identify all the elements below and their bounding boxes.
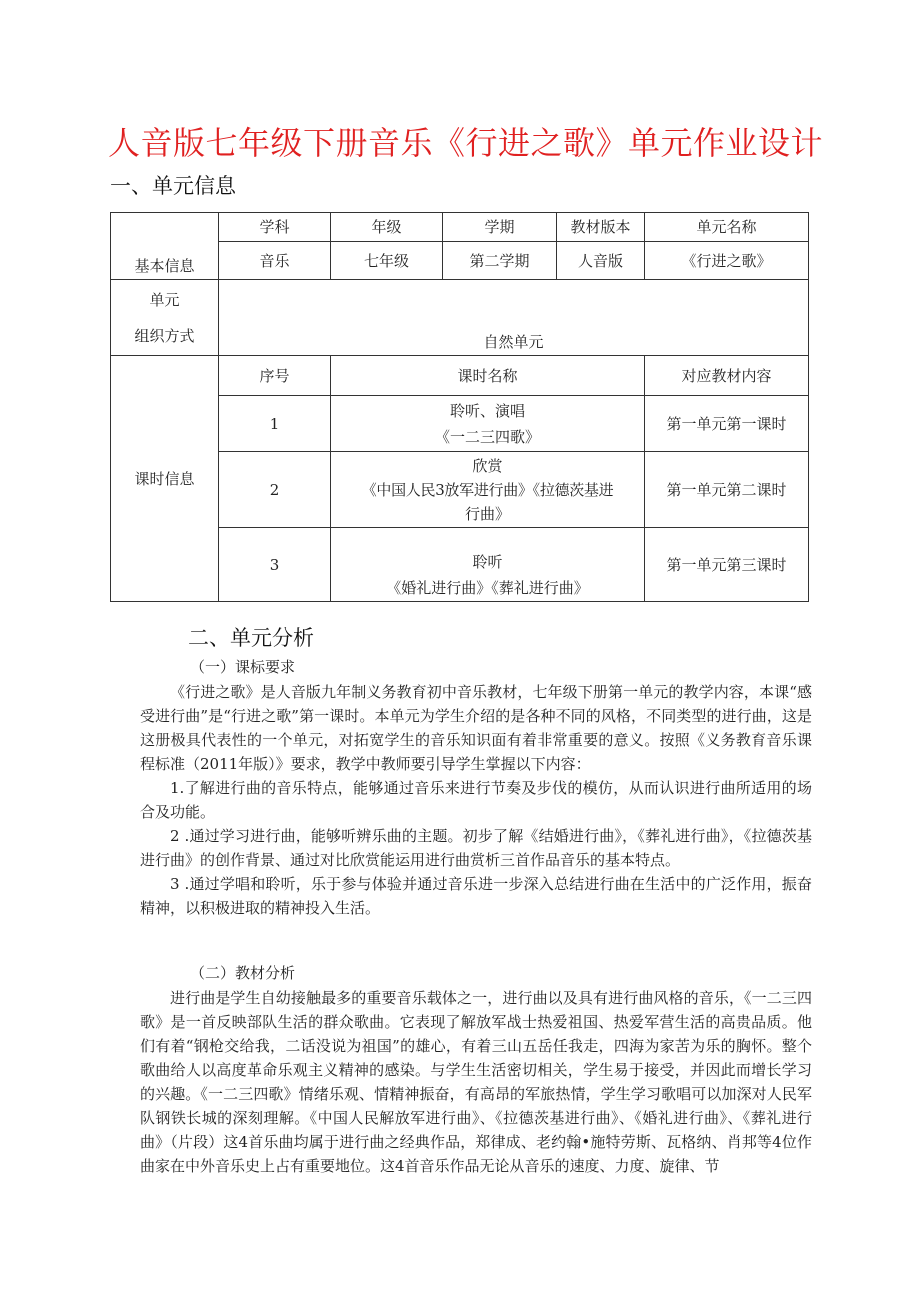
lesson-name [331,452,645,528]
page-title: 人音版七年级下册音乐《行进之歌》单元作业设计 [108,124,824,162]
value-subject: 音乐 [219,242,331,280]
lesson-content: 第一单元第一课时 [645,396,809,452]
value-unit-name: 《行进之歌》 [645,242,809,280]
material-body [140,986,812,1178]
header-unit-name: 单元名称 [645,213,809,242]
lesson-name-line2: 《一二三四歌》 [435,427,541,446]
basic-info-label: 基本信息 [111,213,219,280]
org-value: 自然单元 [219,280,809,356]
subheading-material: （二）教材分析 [190,964,296,982]
lesson-name-line1: 欣赏 [472,456,503,475]
unit-info-table [110,212,809,602]
paragraph: 《行进之歌》是人音版九年制义务教育初中音乐教材，七年级下册第一单元的教学内容，本课“感受进行曲”是“行进之歌”第一课时。本单元为学生介绍的是各种不同的风格，不同类型的进行曲，这是这册极具代表性的一个单元，对拓宽学生的音乐知识面有着非常重要的意义。按照《义务教育音乐课程标准（2011年版）》要求，教学中教师要引导学生掌握以下内容： [140,683,812,773]
lesson-name-line3: 行曲》 [465,504,511,523]
lesson-name-line1: 聆听、演唱 [450,401,526,420]
lesson-no: 1 [219,396,331,452]
header-edition: 教材版本 [557,213,645,242]
curriculum-body [140,680,812,920]
header-term: 学期 [443,213,557,242]
subheading-curriculum: （一）课标要求 [190,658,296,676]
lesson-info-label: 课时信息 [111,356,219,602]
lesson-content: 第一单元第三课时 [645,528,809,602]
lesson-name-line1: 聆听 [472,553,503,571]
lesson-name [331,528,645,602]
lesson-name-line2: 《中国人民3放军进行曲》《拉德茨基进 [361,480,614,499]
lesson-content: 第一单元第二课时 [645,452,809,528]
header-grade: 年级 [331,213,443,242]
lesson-name-line2: 《婚礼进行曲》《葬礼进行曲》 [386,579,589,597]
paragraph: 1.了解进行曲的音乐特点，能够通过音乐来进行节奏及步伐的模仿，从而认识进行曲所适用的场合及功能。 [140,779,812,821]
paragraph: 进行曲是学生自幼接触最多的重要音乐载体之一，进行曲以及具有进行曲风格的音乐，《一二三四歌》是一首反映部队生活的群众歌曲。它表现了解放军战士热爱祖国、热爱军营生活的高贵品质。他们有着“钢枪交给我，二话没说为祖国”的雄心，有着三山五岳任我走，四海为家苦为乐的胸怀。整个歌曲给人以高度革命乐观主义精神的感染。与学生生活密切相关，学生易于接受，并因此而增长学习的兴趣。《一二三四歌》情绪乐观、情精神振奋，有高昂的军旅热情，学生学习歌唱可以加深对人民军队钢铁长城的深刻理解。《中国人民解放军进行曲》、《拉德茨基进行曲》、《婚礼进行曲》、《葬礼进行曲》（片段）这4首乐曲均属于进行曲之经典作品，郑律成、老约翰•施特劳斯、瓦格纳、肖邦等4位作曲家在中外音乐史上占有重要地位。这4首音乐作品无论从音乐的速度、力度、旋律、节 [140,989,812,1175]
lesson-header-name: 课时名称 [331,356,645,396]
org-label [111,280,219,356]
lesson-header-no: 序号 [219,356,331,396]
value-edition: 人音版 [557,242,645,280]
org-label-line2: 组织方式 [134,326,195,345]
org-label-line1: 单元 [149,290,180,309]
header-subject: 学科 [219,213,331,242]
lesson-name [331,396,645,452]
lesson-no: 2 [219,452,331,528]
paragraph: 3 .通过学唱和聆听，乐于参与体验并通过音乐进一步深入总结进行曲在生活中的广泛作用，振奋精神，以积极进取的精神投入生活。 [140,875,812,917]
paragraph: 2 .通过学习进行曲，能够听辨乐曲的主题。初步了解《结婚进行曲》，《葬礼进行曲》，《拉德茨基进行曲》的创作背景、通过对比欣赏能运用进行曲赏析三首作品音乐的基本特点。 [140,827,812,869]
lesson-no: 3 [219,528,331,602]
section-heading-unit-info: 一、单元信息 [110,174,236,198]
value-term: 第二学期 [443,242,557,280]
section-heading-unit-analysis: 二、单元分析 [188,626,314,650]
lesson-header-content: 对应教材内容 [645,356,809,396]
value-grade: 七年级 [331,242,443,280]
